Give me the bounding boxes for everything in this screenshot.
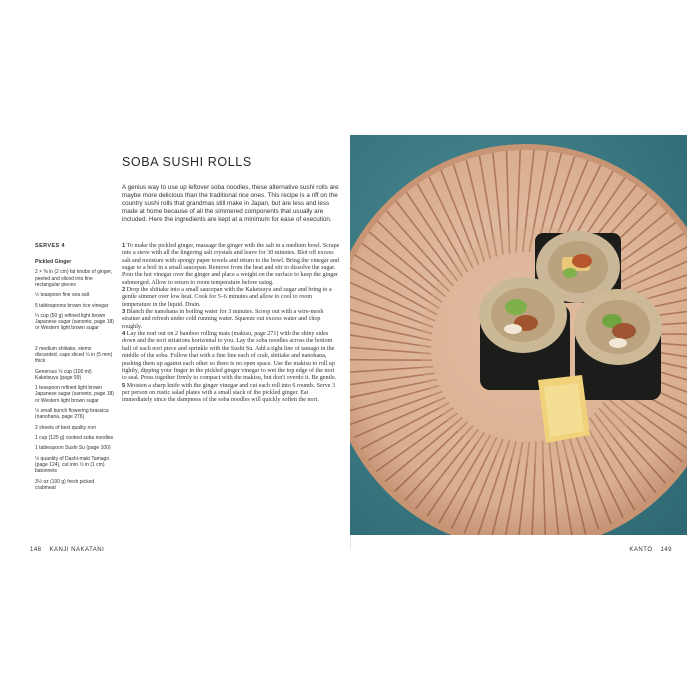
ingredient-item: ½ small bunch flowering brassica (nanohana, page 276) (35, 407, 109, 421)
right-page-footer (621, 547, 672, 553)
serves-label: SERVES 4 (35, 243, 66, 249)
ingredient-item: 3½ oz (100 g) fresh picked crabmeat (35, 478, 95, 491)
ingredient-item: ¼ cup (50 g) refined light brown Japanese sugar (sanonto, page 18) or Western light brown sugar (35, 312, 114, 332)
ingredient-item: 2 medium shiitake, stems discarded, caps sliced ¼ in (5 mm) thick (35, 345, 113, 365)
pickled-ginger (538, 375, 590, 443)
step-number: 3 (122, 309, 126, 316)
right-running-head: KANTO (629, 547, 653, 553)
ingredient-item: 2 sheets of best quality nori (35, 424, 96, 431)
step-text: Drop the shiitake into a small saucepan with the Kaketsuyu and sugar and bring to a gentle simmer over low heat. Cook for 5–6 minutes and allow to cool to room temperature in the liquid. Drain. (122, 287, 332, 308)
step-text: Blanch the nanohana in boiling water for 3 minutes. Scoop out with a wire-mesh strainer and refresh under cold running water. Squeeze out excess water and chop roughly. (122, 309, 324, 330)
ingredient-item: 2 × ⅜ in (2 cm) fat knobs of ginger, peeled and sliced into fine rectangular pieces (35, 269, 113, 288)
sushi-photo (350, 135, 687, 535)
sushi-roll-right (574, 289, 662, 400)
ingredients-heading: Pickled Ginger (35, 259, 72, 266)
ingredient-item: 5 tablespoons brown rice vinegar (35, 302, 109, 309)
ingredients-group-1 (35, 269, 115, 331)
right-page-number: 149 (660, 547, 672, 553)
method-steps (122, 243, 340, 405)
method-step (122, 383, 340, 405)
step-number: 5 (122, 382, 126, 389)
ingredients-list (35, 243, 115, 495)
ingredient-item: 1 teaspoon refined light brown Japanese sugar (sanonto, page 18) or Western light brown sugar (35, 385, 114, 404)
recipe-title: SOBA SUSHI ROLLS (122, 155, 252, 169)
ingredient-item: 1 tablespoon Sushi Su (page 100) (35, 445, 111, 452)
step-number: 2 (122, 287, 126, 294)
step-number: 4 (122, 331, 126, 338)
sushi-plate-illustration (350, 135, 687, 535)
method-step (122, 287, 340, 309)
left-page-footer (30, 547, 112, 553)
ingredient-item: Generous ½ cup (100 ml) Kaketsuyu (page 99) (35, 368, 92, 381)
step-text: To make the pickled ginger, massage the ginger with the salt in a medium bowl. Scrape into a sieve with all the lingering salt crystals and leave for 30 minutes. Blot off excess salt and moisture with spongy paper towels and return to the bowl. Bring the vinegar and sugar to a boil in a small saucepan. Remove from the heat and stir to dissolve the sugar. Pour the hot vinegar over the ginger and place a weight on the surface to keep the ginger submerged. Allow to return to room temperature before using. (122, 243, 340, 286)
ingredient-item: ½ teaspoon fine sea salt (35, 292, 90, 299)
ingredient-spacer (35, 336, 115, 346)
method-step (122, 331, 340, 382)
ingredient-item: ½ quantity of Dashi-maki Tamago (page 124), cut into ½ in (1 cm) batonnets (35, 455, 110, 475)
step-number: 1 (122, 243, 126, 249)
method-step (122, 243, 340, 287)
method-step (122, 309, 340, 331)
plate-stripe (350, 360, 432, 361)
ingredients-group-2 (35, 346, 115, 491)
sushi-roll-left (479, 277, 570, 390)
recipe-intro: A genius way to use up leftover soba noodles, these alternative sushi rolls are maybe more delicious than the traditional rice ones. This recipe is a riff on the country sushi rolls that grandmas still make in Japan, but are less and less made at home because of all the simmered components that usually are included. Here the ingredients are kept at a minimum for ease of execution. (122, 184, 339, 224)
step-text: Lay the nori out on 2 bamboo rolling mats (makisu, page 271) with the shiny sides down and the nori striations horizontal to you. Lay the soba noodles across the bottom half of each nori piece and sprinkle with the Sushi Su. Add a tight line of tamago in the middle of the soba. Follow that with a fine line each of crab, shiitake and nanohana, pushing them up against each other so there is no open space. Use the makisu to roll up tightly, dipping your finger in the pickled ginger vinegar to wet the top edge of the nori to seal. Press together firmly to compact with the makisu, but don't overdo it. Be gentle. (122, 331, 337, 382)
step-text: Moisten a sharp knife with the ginger vinegar and cut each roll into 6 rounds. Serve 3 per person on rustic salad plates with a small stack of the pickled ginger. Eat immediately since the dampness of the soba noodles will quickly soften the nori. (122, 382, 336, 404)
ingredient-item: 1 cup (125 g) cooked soba noodles (35, 434, 114, 441)
left-running-head: KANJI NAKATANI (49, 547, 105, 553)
left-page-number: 148 (30, 547, 42, 553)
